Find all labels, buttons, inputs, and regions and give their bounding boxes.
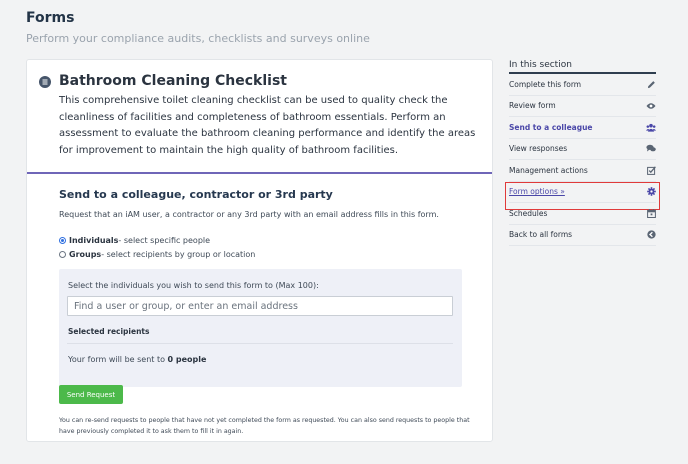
form-card [26,59,493,442]
radio-individuals-label: Individuals [69,235,119,245]
section-sidebar [509,58,656,246]
sidebar-item-label: Complete this form [509,79,582,89]
eye-icon [646,101,656,111]
list-circle-icon [39,76,51,88]
users-icon [646,122,656,132]
radio-individuals-hint: - select specific people [118,235,211,245]
calendar-icon [646,208,656,218]
sidebar-item-label: Back to all forms [509,230,573,240]
radio-groups[interactable] [59,248,255,260]
send-section-intro: Request that an iAM user, a contractor or any 3rd party with an email address fills in this form. [59,210,439,219]
radio-individuals-control[interactable] [59,237,66,244]
sidebar-item-view-responses[interactable] [509,139,656,161]
pencil-icon [646,79,656,89]
radio-groups-hint: - select recipients by group or location [101,249,256,259]
sidebar-item-label: Schedules [509,208,548,218]
sidebar-item-send-to-colleague[interactable] [509,117,656,139]
send-request-button[interactable]: Send Request [59,385,123,404]
sidebar-item-label: Send to a colleague [509,122,593,132]
form-header [27,60,492,172]
header-divider [27,172,492,174]
gear-icon [646,187,656,197]
checkbox-icon [646,165,656,175]
send-section-title: Send to a colleague, contractor or 3rd party [59,188,333,201]
radio-individuals[interactable] [59,234,210,246]
sidebar-item-schedules[interactable] [509,203,656,225]
resend-footnote: You can re-send requests to people that have not yet completed the form as requested. You can also send requests to people that have previously completed it to ask them to fill it in again. [59,417,470,435]
arrow-left-circle-icon [646,230,656,240]
sidebar-item-label[interactable]: Form options » [509,187,565,197]
sidebar-item-back-to-forms[interactable] [509,225,656,247]
summary-prefix: Your form will be sent to [68,355,168,364]
sidebar-item-management-actions[interactable] [509,160,656,182]
page-title: Forms [26,10,75,26]
sidebar-item-label: Management actions [509,165,588,175]
recipient-search-input[interactable] [67,296,453,316]
sidebar-item-complete-form[interactable] [509,74,656,96]
comments-icon [646,144,656,154]
sidebar-item-review-form[interactable] [509,96,656,118]
radio-groups-label: Groups [69,249,102,259]
form-title: Bathroom Cleaning Checklist [59,73,287,89]
form-description: This comprehensive toilet cleaning checklist can be used to quality check the cleanliness of facilities and completeness of bathroom essentials. Perform an assessment to evaluate the bathroom cleaning performance and identify the areas for improvement to maintain the high quality of bathroom facilities. [59,95,476,156]
recipient-picker [59,269,462,387]
sidebar-heading: In this section [509,58,656,74]
summary-count: 0 people [167,355,207,364]
sidebar-item-form-options[interactable] [509,182,656,204]
picker-label: Select the individuals you wish to send this form to (Max 100): [68,281,319,290]
page-subtitle: Perform your compliance audits, checklists and surveys online [26,32,370,45]
send-summary [68,355,206,364]
picker-divider [67,343,453,344]
sidebar-item-label: View responses [509,144,568,154]
selected-recipients-label: Selected recipients [68,327,150,336]
radio-groups-control[interactable] [59,251,66,258]
sidebar-item-label: Review form [509,101,556,111]
